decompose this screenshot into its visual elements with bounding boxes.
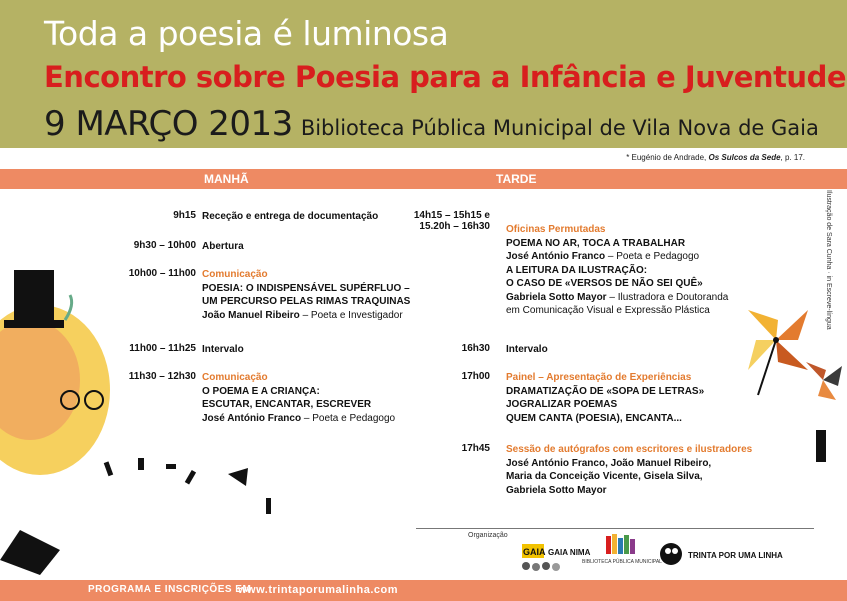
session-line: O POEMA E A CRIANÇA: bbox=[202, 385, 320, 397]
header-banner bbox=[0, 0, 847, 148]
biblioteca-name: BIBLIOTECA PÚBLICA MUNICIPAL bbox=[582, 559, 662, 565]
session-line: POEMA NO AR, TOCA A TRABALHAR bbox=[506, 237, 686, 249]
session-details bbox=[202, 240, 244, 254]
session-line: Sessão de autógrafos com escritores e ilustradores bbox=[506, 444, 753, 455]
trinta-name: TRINTA POR UMA LINHA bbox=[688, 551, 783, 560]
session-details bbox=[202, 343, 244, 357]
character-illustration bbox=[0, 240, 120, 580]
session-details bbox=[506, 443, 752, 497]
session-line: UM PERCURSO PELAS RIMAS TRAQUINAS bbox=[202, 296, 411, 307]
session-time: 16h30 bbox=[461, 343, 490, 354]
session-details bbox=[506, 371, 704, 425]
session-line: Oficinas Permutadas bbox=[506, 224, 606, 235]
footer-label: PROGRAMA E INSCRIÇÕES EM bbox=[88, 584, 252, 595]
session-line: Maria da Conceição Vicente, Gisela Silva, bbox=[506, 471, 703, 482]
morning-heading: MANHÃ bbox=[204, 172, 249, 186]
svg-text:GAIA: GAIA bbox=[523, 547, 546, 557]
session-line: Intervalo bbox=[202, 344, 244, 355]
section-bar bbox=[0, 169, 847, 189]
session-time: 10h00 – 11h00 bbox=[128, 268, 196, 279]
session-time: 17h45 bbox=[461, 443, 490, 454]
organization-label: Organização bbox=[468, 532, 508, 539]
session-line: João Manuel Ribeiro – Poeta e Investigador bbox=[202, 309, 403, 321]
session-line: JOGRALIZAR POEMAS bbox=[506, 399, 618, 410]
biblioteca-logo bbox=[582, 534, 662, 578]
session-line: A LEITURA DA ILUSTRAÇÃO: bbox=[506, 264, 648, 276]
illustration-credit: Ilustração de Sara Cunha · in Escreve-língua bbox=[825, 190, 832, 330]
session-line: Painel – Apresentação de Experiências bbox=[506, 372, 692, 383]
session-line: Comunicação bbox=[202, 269, 268, 280]
session-line: ESCUTAR, ENCANTAR, ESCREVER bbox=[202, 399, 372, 410]
session-line: DRAMATIZAÇÃO DE «SOPA DE LETRAS» bbox=[506, 385, 705, 397]
session-line: José António Franco – Poeta e Pedagogo bbox=[506, 251, 700, 262]
footer-url[interactable]: www.trintaporumalinha.com bbox=[238, 584, 398, 596]
session-line: Receção e entrega de documentação bbox=[202, 211, 379, 222]
session-time: 14h15 – 15h15 e 15.20h – 16h30 bbox=[413, 210, 490, 232]
footer-bar bbox=[0, 580, 847, 601]
session-time: 17h00 bbox=[461, 371, 490, 382]
session-line: Abertura bbox=[202, 241, 244, 252]
session-time: 9h15 bbox=[173, 210, 196, 221]
gaia-nima-logo bbox=[508, 538, 591, 574]
session-details bbox=[506, 223, 728, 318]
session-details bbox=[202, 268, 410, 322]
session-line: Intervalo bbox=[506, 344, 548, 355]
session-details bbox=[506, 343, 548, 357]
session-line: POESIA: O INDISPENSÁVEL SUPÉRFLUO – bbox=[202, 282, 410, 294]
poster-tagline: Toda a poesia é luminosa bbox=[44, 14, 449, 53]
session-line: José António Franco, João Manuel Ribeiro, bbox=[506, 457, 712, 469]
session-line: Gabriela Sotto Mayor bbox=[506, 484, 607, 496]
trinta-logo bbox=[658, 540, 788, 568]
session-time: 9h30 – 10h00 bbox=[133, 240, 196, 251]
session-line: José António Franco – Poeta e Pedagogo bbox=[202, 412, 396, 424]
event-title: Encontro sobre Poesia para a Infância e Juventude bbox=[44, 60, 846, 94]
event-date: 9 MARÇO 2013 bbox=[44, 104, 293, 144]
event-venue: Biblioteca Pública Municipal de Vila Nova de Gaia bbox=[300, 116, 819, 140]
session-time: 11h30 – 12h30 bbox=[128, 371, 196, 382]
floating-letters bbox=[88, 440, 288, 520]
afternoon-heading: TARDE bbox=[496, 172, 537, 186]
session-line: em Comunicação Visual e Expressão Plástica bbox=[506, 305, 710, 316]
session-line: O CASO DE «VERSOS DE NÃO SEI QUÊ» bbox=[506, 278, 703, 289]
divider bbox=[416, 528, 814, 529]
citation: * Eugénio de Andrade, Os Sulcos da Sede, p. 17. bbox=[626, 153, 805, 162]
session-line: Gabriela Sotto Mayor – Ilustradora e Doutoranda bbox=[506, 291, 729, 303]
event-date-venue bbox=[44, 104, 819, 144]
session-line: Comunicação bbox=[202, 372, 268, 383]
session-time: 11h00 – 11h25 bbox=[129, 343, 196, 354]
gaia-nima-name: GAIA NIMA bbox=[548, 548, 591, 557]
session-line: QUEM CANTA (POESIA), ENCANTA... bbox=[506, 412, 682, 424]
